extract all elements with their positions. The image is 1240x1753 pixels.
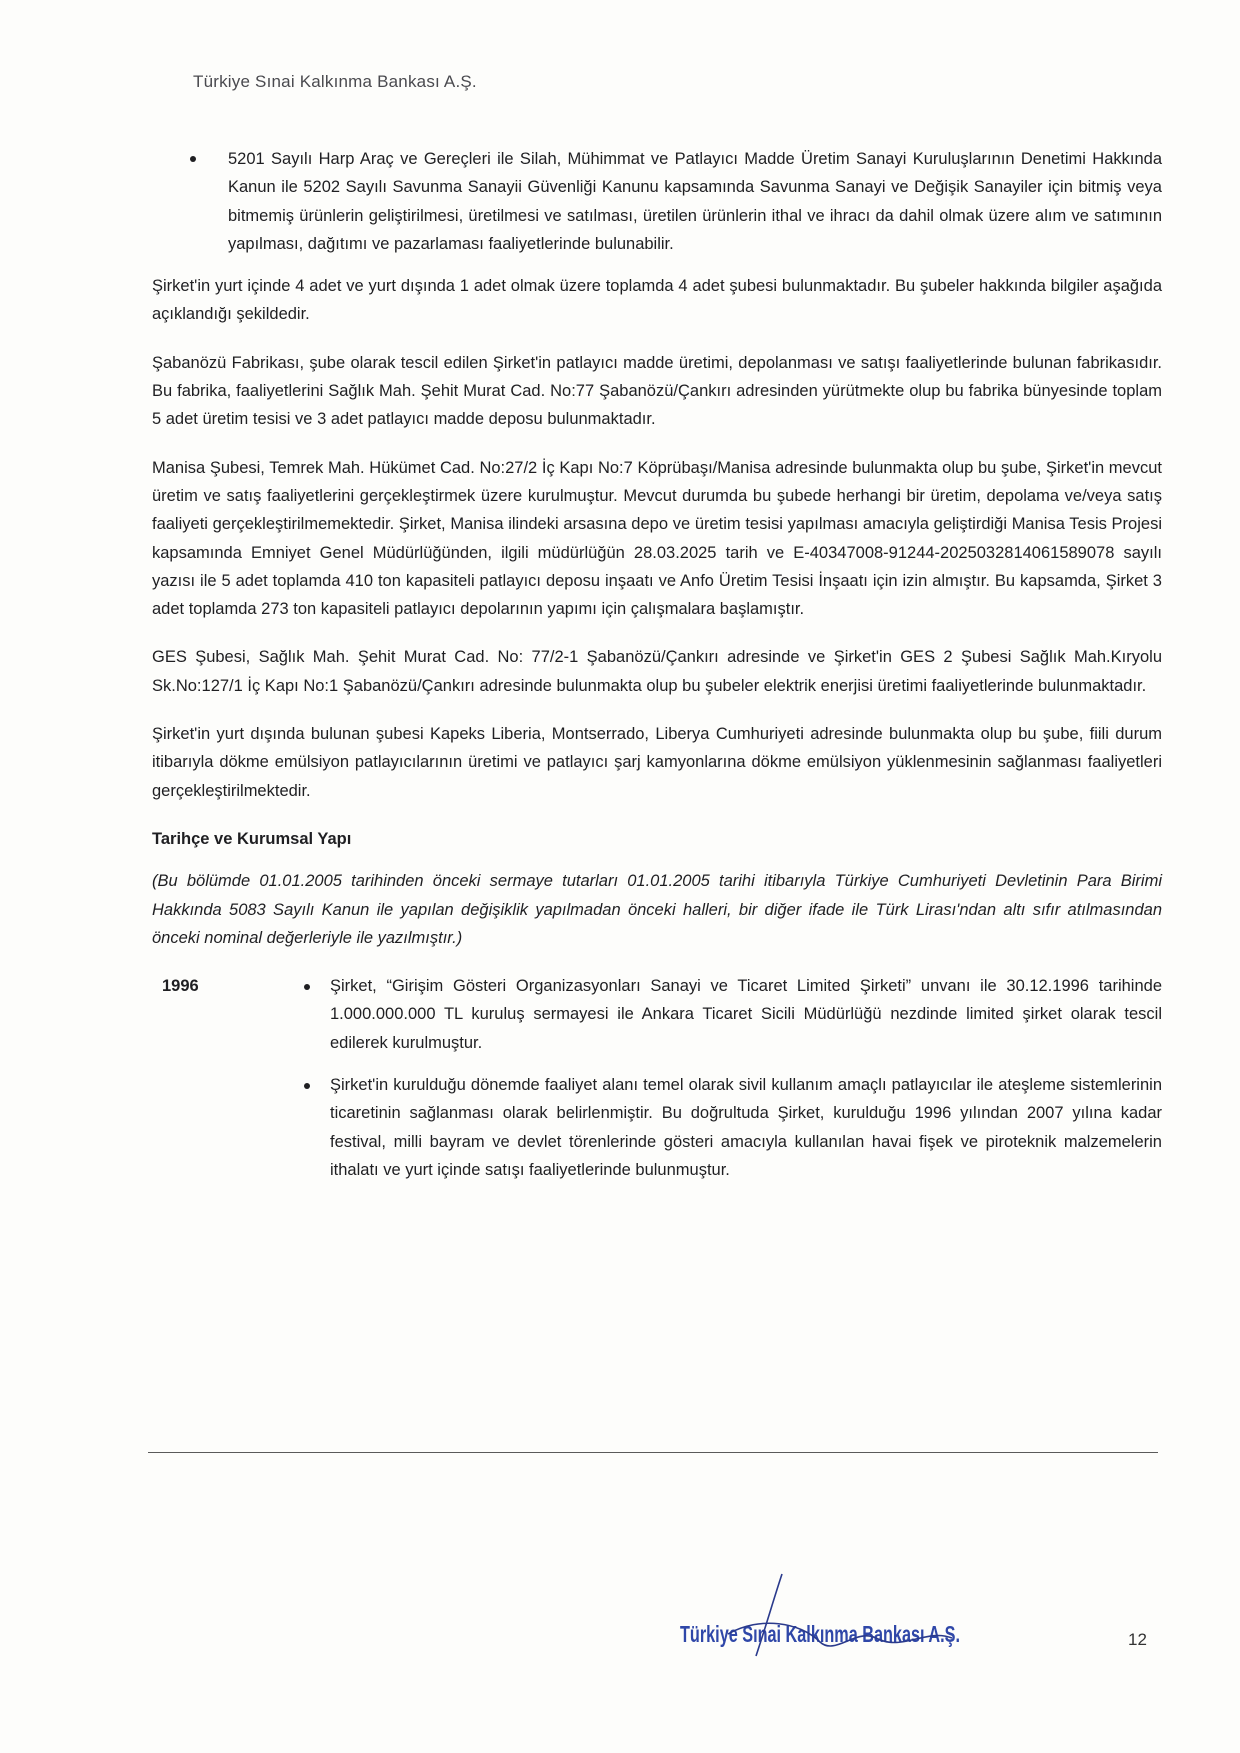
manisa-branch-paragraph: Manisa Şubesi, Temrek Mah. Hükümet Cad. No:27/2 İç Kapı No:7 Köprübaşı/Manisa adresinde bulunmakta olup bu şube, Şirket'in mevcut üretim ve satış faaliyetlerini gerçekleştirmek üzere kurulmuştur. Mevcut durumda bu şubede herhangi bir üretim, depolama ve/veya satış faaliyeti gerçekleştirilmemektedir. Şirket, Manisa ilindeki arsasına depo ve üretim tesisi yapılması amacıyla geliştirdiği Manisa Tesis Projesi kapsamında Emniyet Genel Müdürlüğünden, ilgili müdürlüğün 28.03.2025 tarih ve E-40347008-91244-2025032814061589078 sayılı yazısı ile 5 adet toplamda 410 ton kapasiteli patlayıcı deposu inşaatı ve Anfo Üretim Tesisi İnşaatı için izin almıştır. Bu kapsamda, Şirket 3 adet toplamda 273 ton kapasiteli patlayıcı depolarının yapımı için çalışmalara başlamıştır. — [152, 458, 1162, 619]
sabanozu-factory-paragraph: Şabanözü Fabrikası, şube olarak tescil edilen Şirket'in patlayıcı madde üretimi, depolanması ve satışı faaliyetlerinde bulunan fabrikasıdır. Bu fabrika, faaliyetlerini Sağlık Mah. Şehit Murat Cad. No:77 Şabanözü/Çankırı adresinden yürütmekte olup bu fabrika bünyesinde toplam 5 adet üretim tesisi ve 3 adet patlayıcı madde deposu bulunmaktadır. — [152, 353, 1162, 429]
bullet-text: 5201 Sayılı Harp Araç ve Gereçleri ile Silah, Mühimmat ve Patlayıcı Madde Üretim Sanayi Kuruluşlarının Denetimi Hakkında Kanun ile 5202 Sayılı Savunma Sanayii Güvenliği Kanunu kapsamında Savunma Sanayi ve Değişik Sanayiler için bitmiş veya bitmemiş ürünlerin geliştirilmesi, üretilmesi ve satılması, üretilen ürünlerin ithal ve ihracı da dahil olmak üzere alım ve satımının yapılması, dağıtımı ve pazarlaması faaliyetlerinde bulunabilir. — [228, 150, 1162, 253]
history-year: 1996 — [162, 977, 199, 996]
history-items — [292, 972, 1162, 1184]
stamp-text: Türkiye Sınai Kalkınma Bankası A.Ş. — [680, 1621, 960, 1647]
branches-intro-paragraph: Şirket'in yurt içinde 4 adet ve yurt dışında 1 adet olmak üzere toplamda 4 adet şubesi bulunmaktadır. Bu şubeler hakkında bilgiler aşağıda açıklandığı şekildedir. — [152, 277, 1162, 324]
header-bank-name: Türkiye Sınai Kalkınma Bankası A.Ş. — [193, 72, 477, 91]
bullet-dot-icon — [304, 984, 310, 990]
liberia-branch-paragraph: Şirket'in yurt dışında bulunan şubesi Kapeks Liberia, Montserrado, Liberya Cumhuriyeti adresinde bulunmakta olup bu şube, fiili durum itibarıyla dökme emülsiyon patlayıcılarının üretimi ve patlayıcı şarj kamyonlarına dökme emülsiyon yüklenmesinin sağlanması faaliyetleri gerçekleştirilmektedir. — [152, 725, 1162, 800]
footer-divider — [148, 1452, 1158, 1453]
bank-stamp-logo — [670, 1568, 1000, 1658]
bullet-dot-icon — [304, 1083, 310, 1089]
history-item-text: Şirket, “Girişim Gösteri Organizasyonları Sanayi ve Ticaret Limited Şirketi” unvanı ile 30.12.1996 tarihinde 1.000.000.000 TL kuruluş sermayesi ile Ankara Ticaret Sicili Müdürlüğü nezdinde limited şirket olarak tescil edilerek kurulmuştur. — [330, 977, 1162, 1052]
ges-branch-paragraph: GES Şubesi, Sağlık Mah. Şehit Murat Cad. No: 77/2-1 Şabanözü/Çankırı adresinde ve Şirket'in GES 2 Şubesi Sağlık Mah.Kıryolu Sk.No:127/1 İç Kapı No:1 Şabanözü/Çankırı adresinde bulunmakta olup bu şubeler elektrik enerjisi üretimi faaliyetlerinde bulunmaktadır. — [152, 648, 1162, 695]
page-body — [152, 145, 1162, 1198]
bullet-dot-icon — [190, 156, 196, 162]
page-number: 12 — [1128, 1630, 1147, 1649]
section-heading: Tarihçe ve Kurumsal Yapı — [152, 829, 352, 848]
currency-note: (Bu bölümde 01.01.2005 tarihinden önceki sermaye tutarları 01.01.2005 tarihi itibarıyla Türkiye Cumhuriyeti Devletinin Para Birimi Hakkında 5083 Sayılı Kanun ile yapılan değişiklik yapılmadan önceki halleri, bir diğer ifade ile Türk Lirası'ndan altı sıfır atılmasından önceki nominal değerleriyle ile yazılmıştır.) — [152, 872, 1162, 947]
bullet-item — [152, 145, 1162, 258]
history-item — [292, 1071, 1162, 1184]
history-timeline — [152, 972, 1162, 1184]
history-item — [292, 972, 1162, 1057]
history-item-text: Şirket'in kurulduğu dönemde faaliyet alanı temel olarak sivil kullanım amaçlı patlayıcılar ile ateşleme sistemlerinin ticaretinin sağlanması olarak belirlenmiştir. Bu doğrultuda Şirket, kurulduğu 1996 yılından 2007 yılına kadar festival, milli bayram ve devlet törenlerinde gösteri amacıyla kullanılan havai fişek ve piroteknik malzemelerin ithalatı ve yurt içinde satışı faaliyetlerinde bulunmuştur. — [330, 1076, 1162, 1179]
